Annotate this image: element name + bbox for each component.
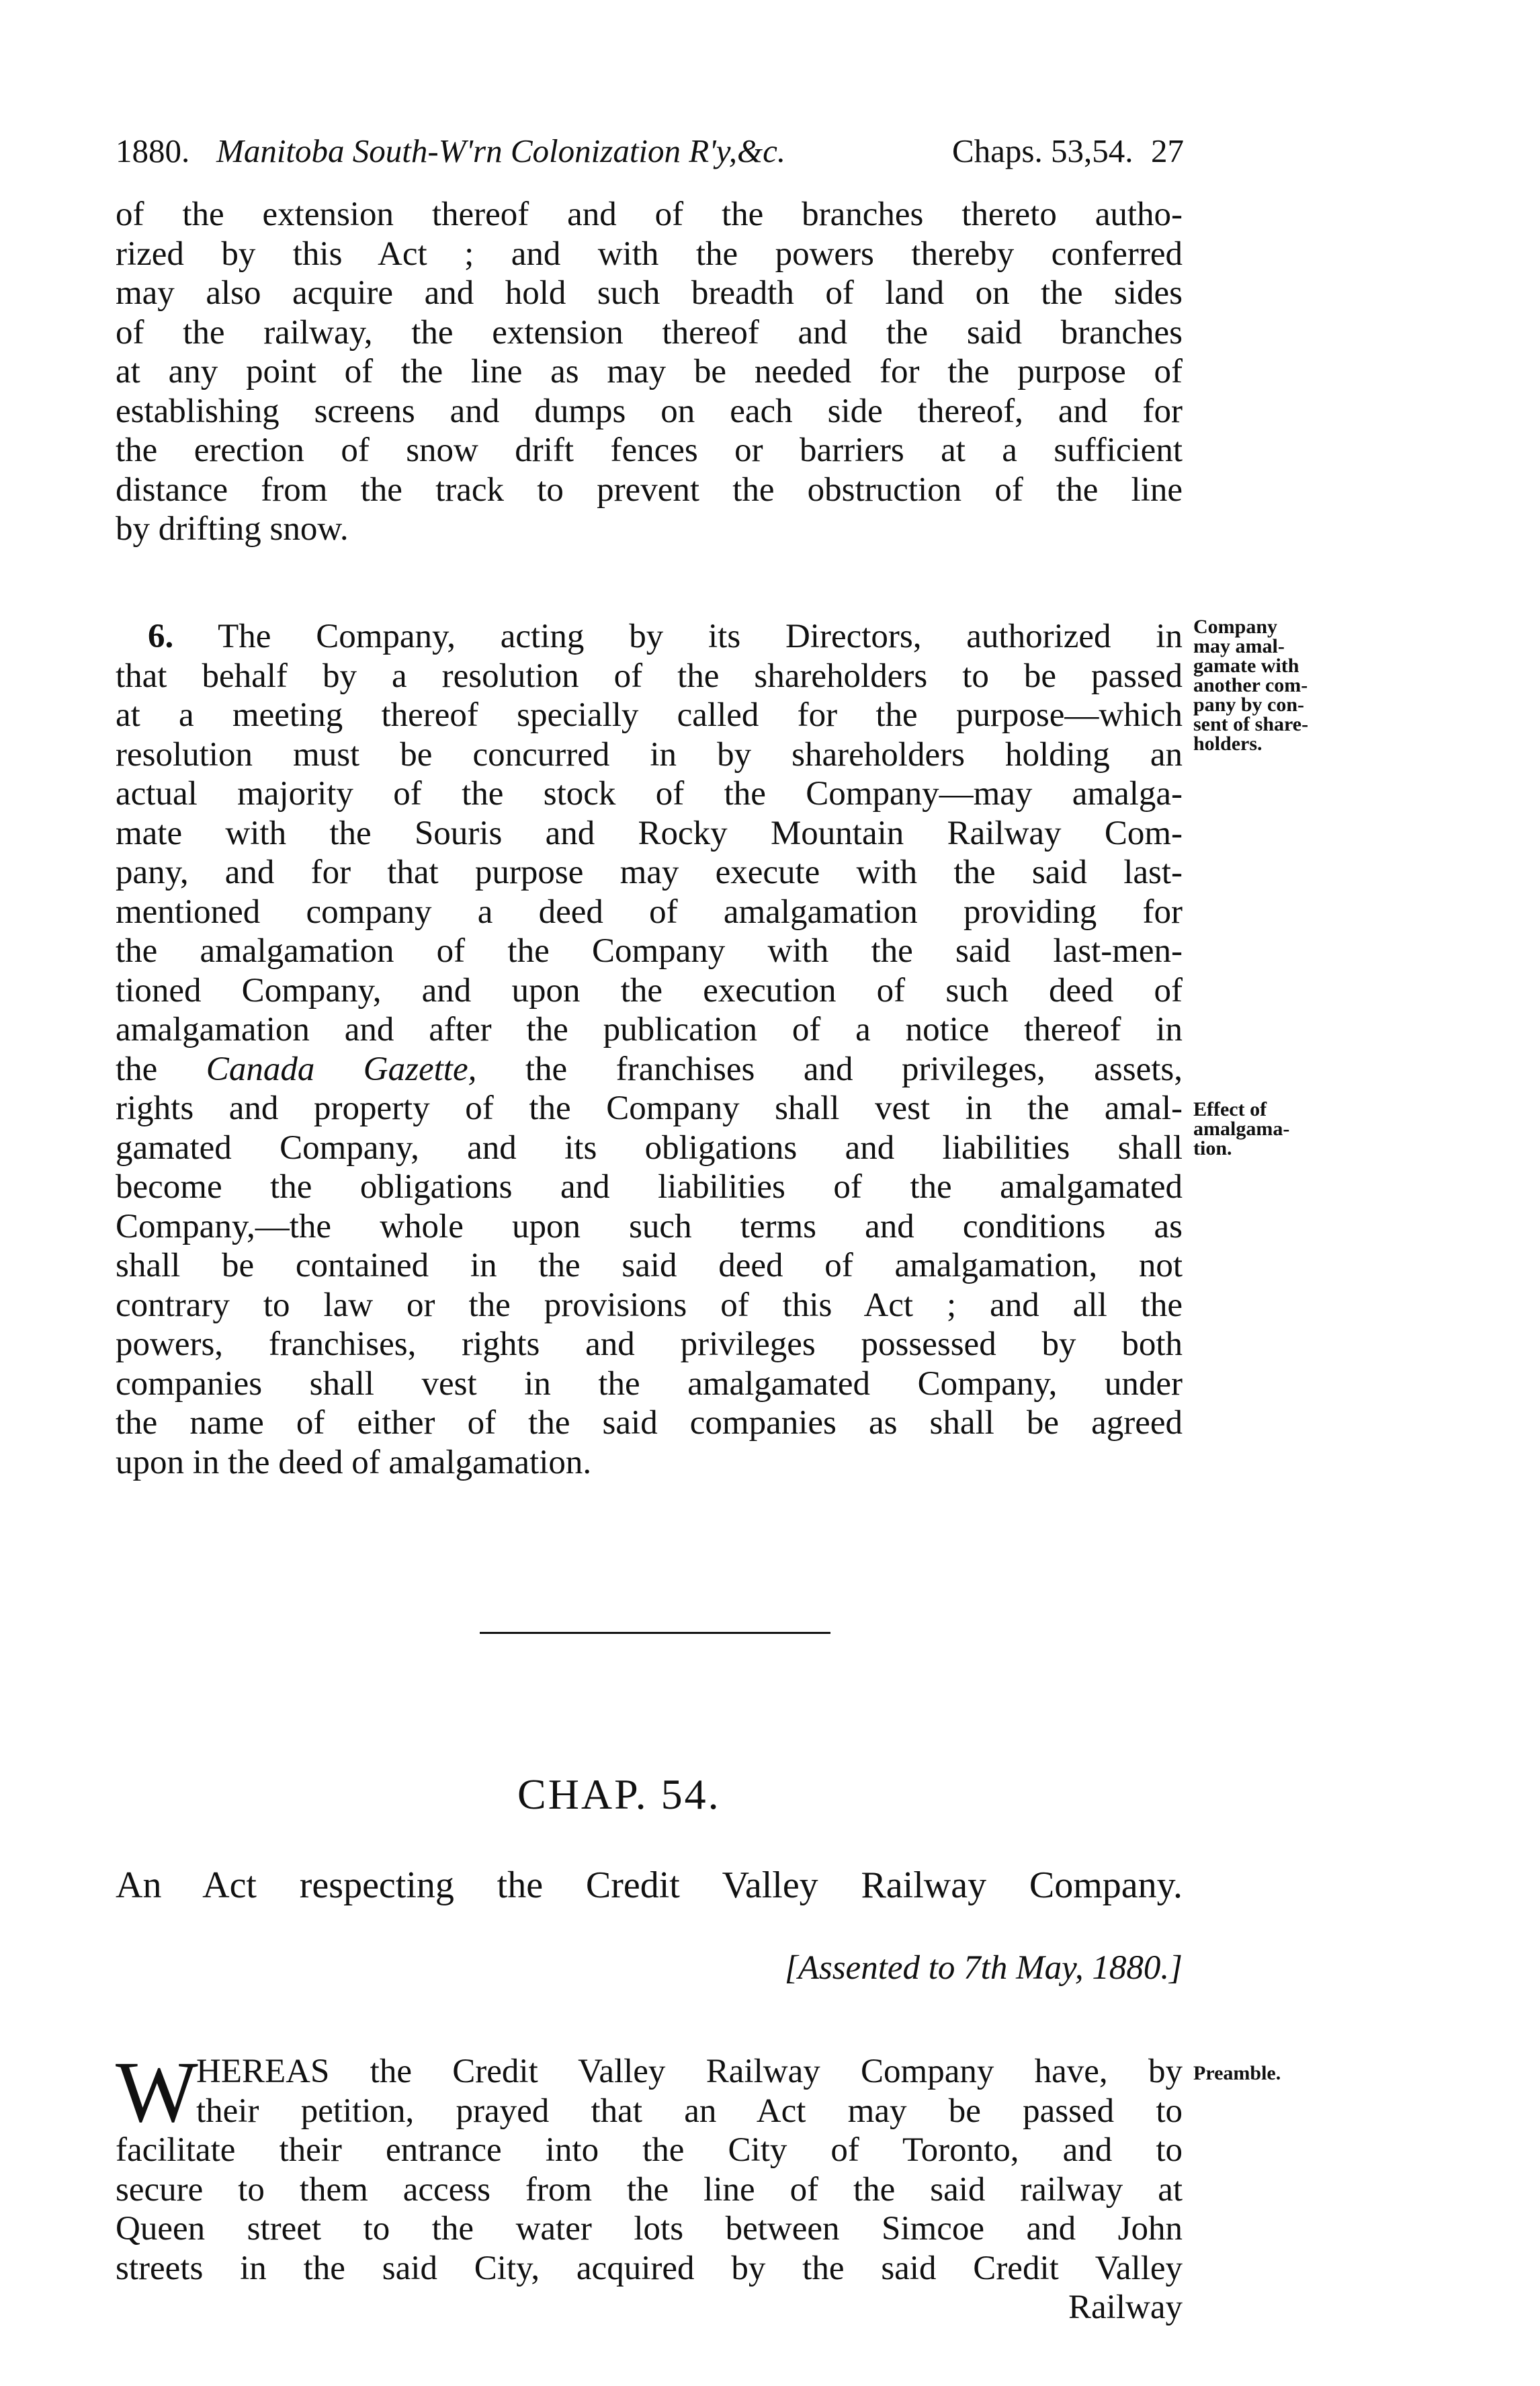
assent-date: [Assented to 7th May, 1880.] bbox=[784, 1949, 1183, 1987]
text-line: establishing screens and dumps on each side thereof, and for bbox=[116, 392, 1183, 430]
text-line: rized by this Act ; and with the powers thereby conferred bbox=[116, 235, 1183, 273]
section-number: 6. bbox=[148, 618, 174, 655]
margin-note-amalgamate bbox=[1193, 617, 1348, 753]
gazette-line bbox=[116, 1050, 1183, 1089]
text-line: their petition, prayed that an Act may be passed to bbox=[196, 2092, 1183, 2130]
text-line: actual majority of the stock of the Company—may amalga- bbox=[116, 775, 1183, 813]
text-line: the erection of snow drift fences or barriers at a sufficient bbox=[116, 431, 1183, 469]
text-line: HEREAS the Credit Valley Railway Company have, by bbox=[196, 2053, 1183, 2090]
margin-note-line: Effect of bbox=[1193, 1098, 1267, 1120]
text-line: that behalf by a resolution of the shareholders to be passed bbox=[116, 657, 1183, 695]
text-fragment: the bbox=[116, 1050, 158, 1088]
text-line: by drifting snow. bbox=[116, 510, 349, 548]
text-line: streets in the said City, acquired by the said Credit Valley bbox=[116, 2249, 1183, 2287]
text-line: the name of either of the said companies as shall be agreed bbox=[116, 1404, 1183, 1442]
chapter-number: CHAP. 54. bbox=[517, 1770, 721, 1818]
margin-note-line: Preamble. bbox=[1193, 2062, 1281, 2084]
margin-note-line: amalgama- bbox=[1193, 1118, 1290, 1140]
section-6 bbox=[116, 617, 1183, 1482]
margin-note-line: gamate with bbox=[1193, 655, 1299, 677]
preamble-body bbox=[116, 2131, 1183, 2328]
margin-note-line: pany by con- bbox=[1193, 694, 1305, 716]
text-line: distance from the track to prevent the obstruction of the line bbox=[116, 470, 1183, 509]
drop-cap: W bbox=[116, 2044, 198, 2141]
margin-note-line: holders. bbox=[1193, 733, 1263, 755]
text-line: amalgamation and after the publication of a notice thereof in bbox=[116, 1011, 1183, 1048]
text-line: companies shall vest in the amalgamated Company, under bbox=[116, 1364, 1183, 1403]
margin-note-line: may amal- bbox=[1193, 635, 1285, 657]
text-line: secure to them access from the line of the said railway at bbox=[116, 2170, 1183, 2209]
text-fragment: the franchises and privileges, assets, bbox=[525, 1050, 1183, 1088]
text-line: powers, franchises, rights and privileges possessed by both bbox=[116, 1325, 1183, 1363]
margin-note-line: sent of share- bbox=[1193, 713, 1309, 735]
catchword: Railway bbox=[1068, 2289, 1183, 2326]
act-title: An Act respecting the Credit Valley Railway Company. bbox=[116, 1864, 1183, 1906]
preamble-opening bbox=[196, 2052, 1183, 2131]
text-line: Company,—the whole upon such terms and conditions as bbox=[116, 1207, 1183, 1245]
margin-note-preamble bbox=[1193, 2063, 1348, 2083]
header-chapters: Chaps. 53,54. bbox=[952, 132, 1133, 169]
text-line: may also acquire and hold such breadth of land on the sides bbox=[116, 274, 1183, 312]
text-line: upon in the deed of amalgamation. bbox=[116, 1443, 592, 1481]
margin-note-effect bbox=[1193, 1100, 1348, 1158]
text-line: gamated Company, and its obligations and liabilities shall bbox=[116, 1128, 1183, 1167]
text-line: shall be contained in the said deed of amalgamation, not bbox=[116, 1247, 1183, 1284]
text-line: Queen street to the water lots between Simcoe and John bbox=[116, 2210, 1183, 2248]
page-number: 27 bbox=[1151, 132, 1184, 169]
section-6-first-line bbox=[116, 617, 1183, 657]
running-header bbox=[116, 128, 1184, 175]
header-title: Manitoba South-W'rn Colonization R'y,&c. bbox=[216, 132, 786, 169]
text-line: facilitate their entrance into the City of Toronto, and to bbox=[116, 2131, 1183, 2169]
margin-note-line: tion. bbox=[1193, 1137, 1232, 1159]
text-line: the amalgamation of the Company with the said last-men- bbox=[116, 932, 1183, 970]
text-line: mentioned company a deed of amalgamation providing for bbox=[116, 893, 1183, 931]
section-divider bbox=[480, 1632, 830, 1634]
text-line: pany, and for that purpose may execute with the said last- bbox=[116, 854, 1183, 891]
text-line: of the railway, the extension thereof and the said branches bbox=[116, 313, 1183, 352]
text-line: at any point of the line as may be needed for the purpose of bbox=[116, 353, 1183, 390]
margin-note-line: another com- bbox=[1193, 674, 1308, 696]
margin-note-line: Company bbox=[1193, 616, 1278, 638]
text-line: at a meeting thereof specially called for the purpose—which bbox=[116, 696, 1183, 734]
continuation-paragraph bbox=[116, 195, 1183, 549]
gazette-title: Canada Gazette, bbox=[206, 1050, 477, 1088]
text-line: become the obligations and liabilities of the amalgamated bbox=[116, 1168, 1183, 1206]
text-line: contrary to law or the provisions of this Act ; and all the bbox=[116, 1286, 1183, 1324]
text-line: of the extension thereof and of the branches thereto autho- bbox=[116, 196, 1183, 233]
header-year: 1880. bbox=[116, 132, 190, 169]
text-line: resolution must be concurred in by shareholders holding an bbox=[116, 735, 1183, 774]
text-line: mate with the Souris and Rocky Mountain Railway Com- bbox=[116, 814, 1183, 852]
text-fragment: The Company, acting by its Directors, authorized in bbox=[218, 618, 1183, 655]
text-line: tioned Company, and upon the execution of such deed of bbox=[116, 971, 1183, 1010]
text-line: rights and property of the Company shall vest in the amal- bbox=[116, 1089, 1183, 1127]
